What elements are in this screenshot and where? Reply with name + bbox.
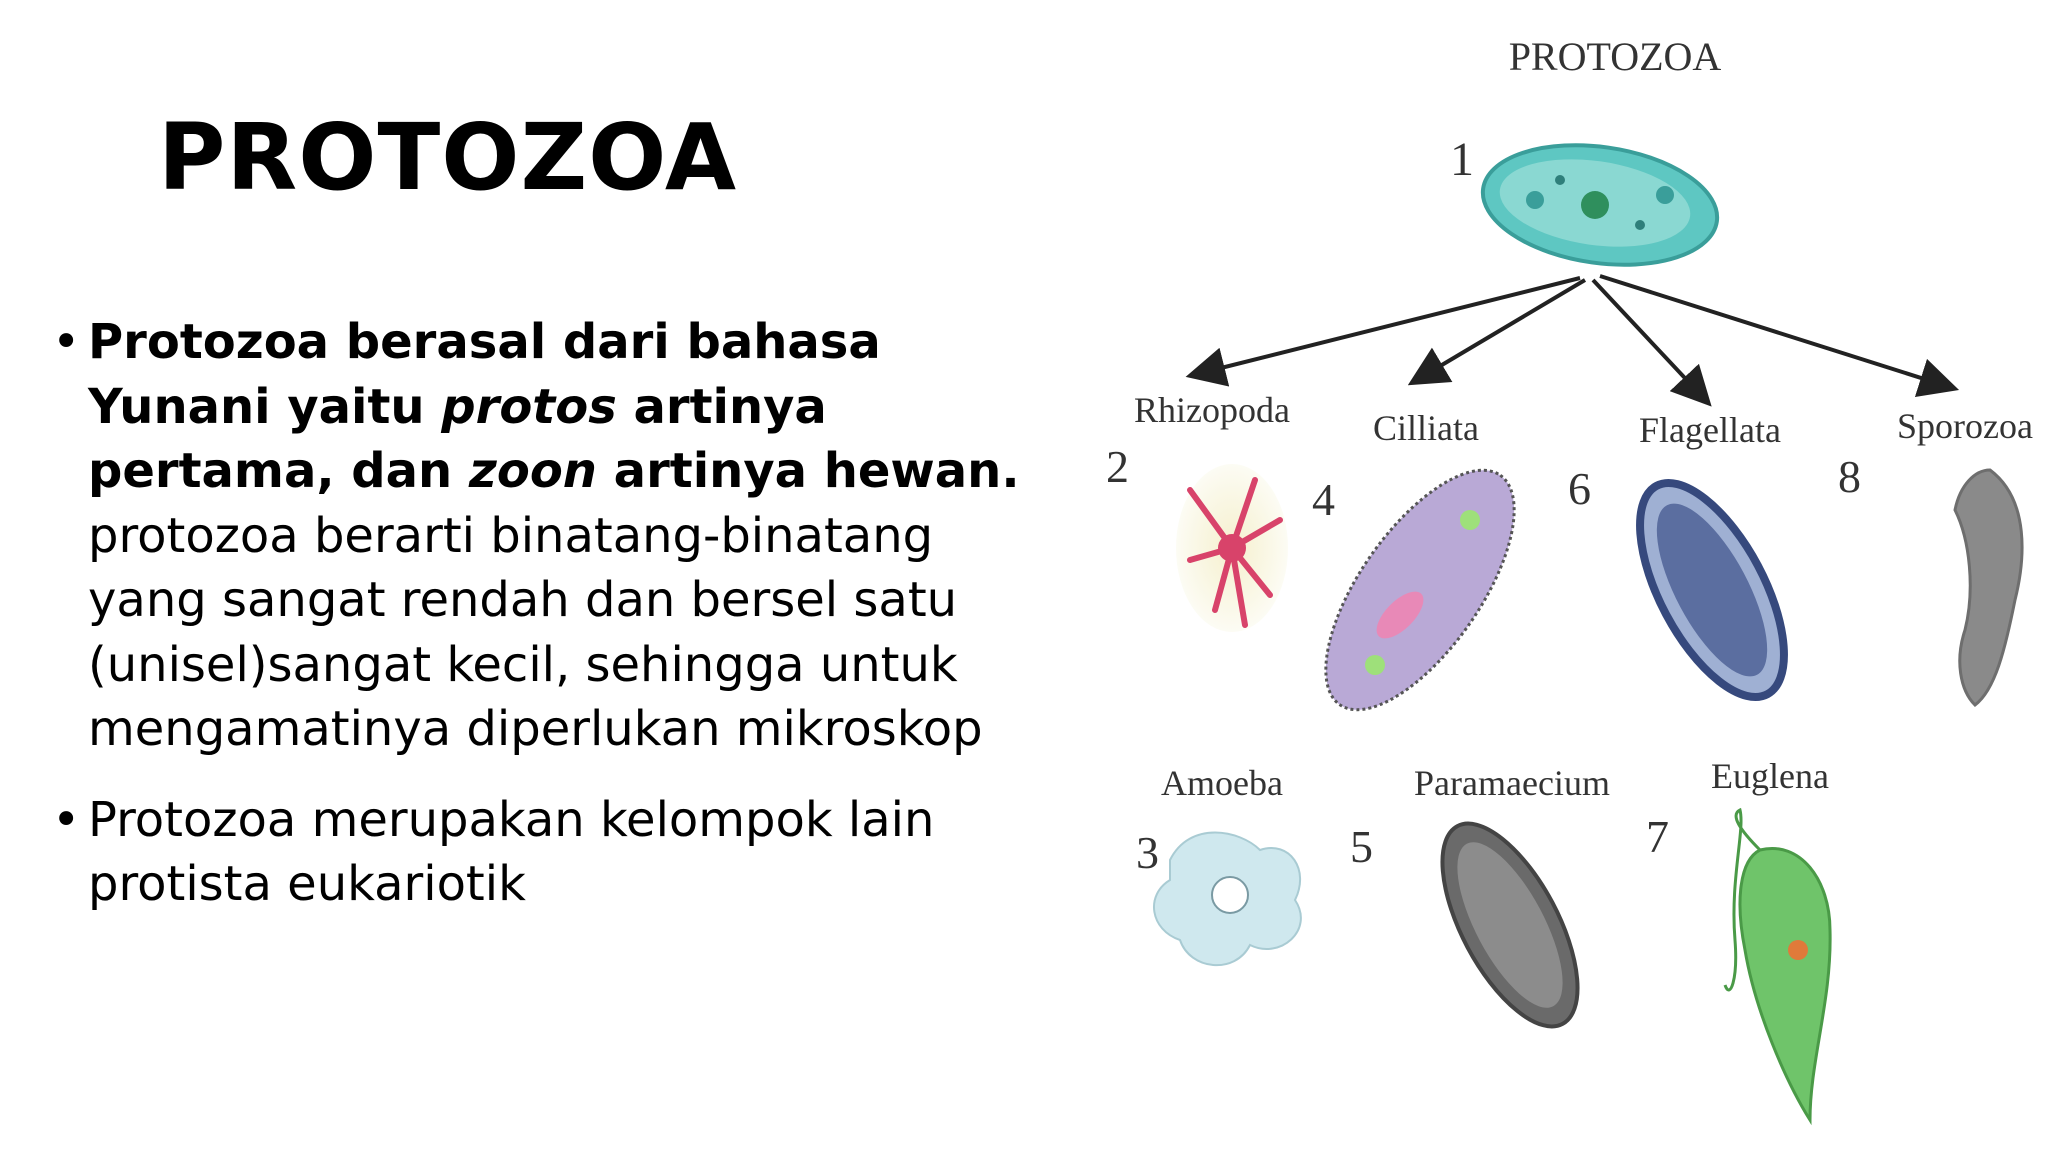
protozoa-classification-diagram <box>1040 0 2048 1152</box>
bullet-item-1 <box>52 310 1042 762</box>
example-label-euglena: Euglena <box>1711 756 1829 796</box>
group-label-rhizopoda: Rhizopoda <box>1134 390 1290 430</box>
bullet-1-text-b: artinya pertama, dan <box>88 378 827 499</box>
bullet-1-text-d: protozoa berarti binatang-binatang yang sangat rendah dan bersel satu (unisel)sangat kecil, sehingga untuk mengamatinya diperlukan mikroskop <box>88 507 983 757</box>
euglena-illustration <box>1725 810 1830 1120</box>
slide-title: PROTOZOA <box>158 104 738 211</box>
group-label-cilliata: Cilliata <box>1373 408 1479 448</box>
example-number-euglena: 7 <box>1646 811 1669 862</box>
protozoa-cell-illustration <box>1475 131 1725 279</box>
group-number-rhizopoda: 2 <box>1106 441 1129 492</box>
amoeba-illustration <box>1154 833 1301 966</box>
example-number-paramaecium: 5 <box>1350 821 1373 872</box>
bullet-list <box>52 310 1042 943</box>
root-number: 1 <box>1450 133 1474 186</box>
example-number-amoeba: 3 <box>1136 827 1159 878</box>
bullet-1-term-protos: protos <box>441 378 617 435</box>
group-label-sporozoa: Sporozoa <box>1897 406 2033 446</box>
bullet-item-2: • Protozoa merupakan kelompok lain protista eukariotik <box>52 788 1042 917</box>
group-label-flagellata: Flagellata <box>1639 410 1781 450</box>
bullet-1-text-c: artinya hewan. <box>596 443 1020 499</box>
sporozoa-illustration <box>1955 470 2022 705</box>
example-label-amoeba: Amoeba <box>1161 763 1283 803</box>
flagellata-illustration <box>1611 461 1814 718</box>
rhizopoda-illustration <box>1176 464 1288 632</box>
group-number-sporozoa: 8 <box>1838 451 1861 502</box>
diagram-title: PROTOZOA <box>1508 34 1722 79</box>
example-label-paramaecium: Paramaecium <box>1414 763 1610 803</box>
bullet-1-text-a: Protozoa berasal dari bahasa Yunani yaitu <box>88 314 881 435</box>
bullet-1-term-zoon: zoon <box>468 443 597 499</box>
group-number-flagellata: 6 <box>1568 463 1591 514</box>
paramaecium-illustration <box>1415 804 1605 1047</box>
group-number-cilliata: 4 <box>1312 474 1335 525</box>
classification-arrows <box>1205 276 1940 392</box>
